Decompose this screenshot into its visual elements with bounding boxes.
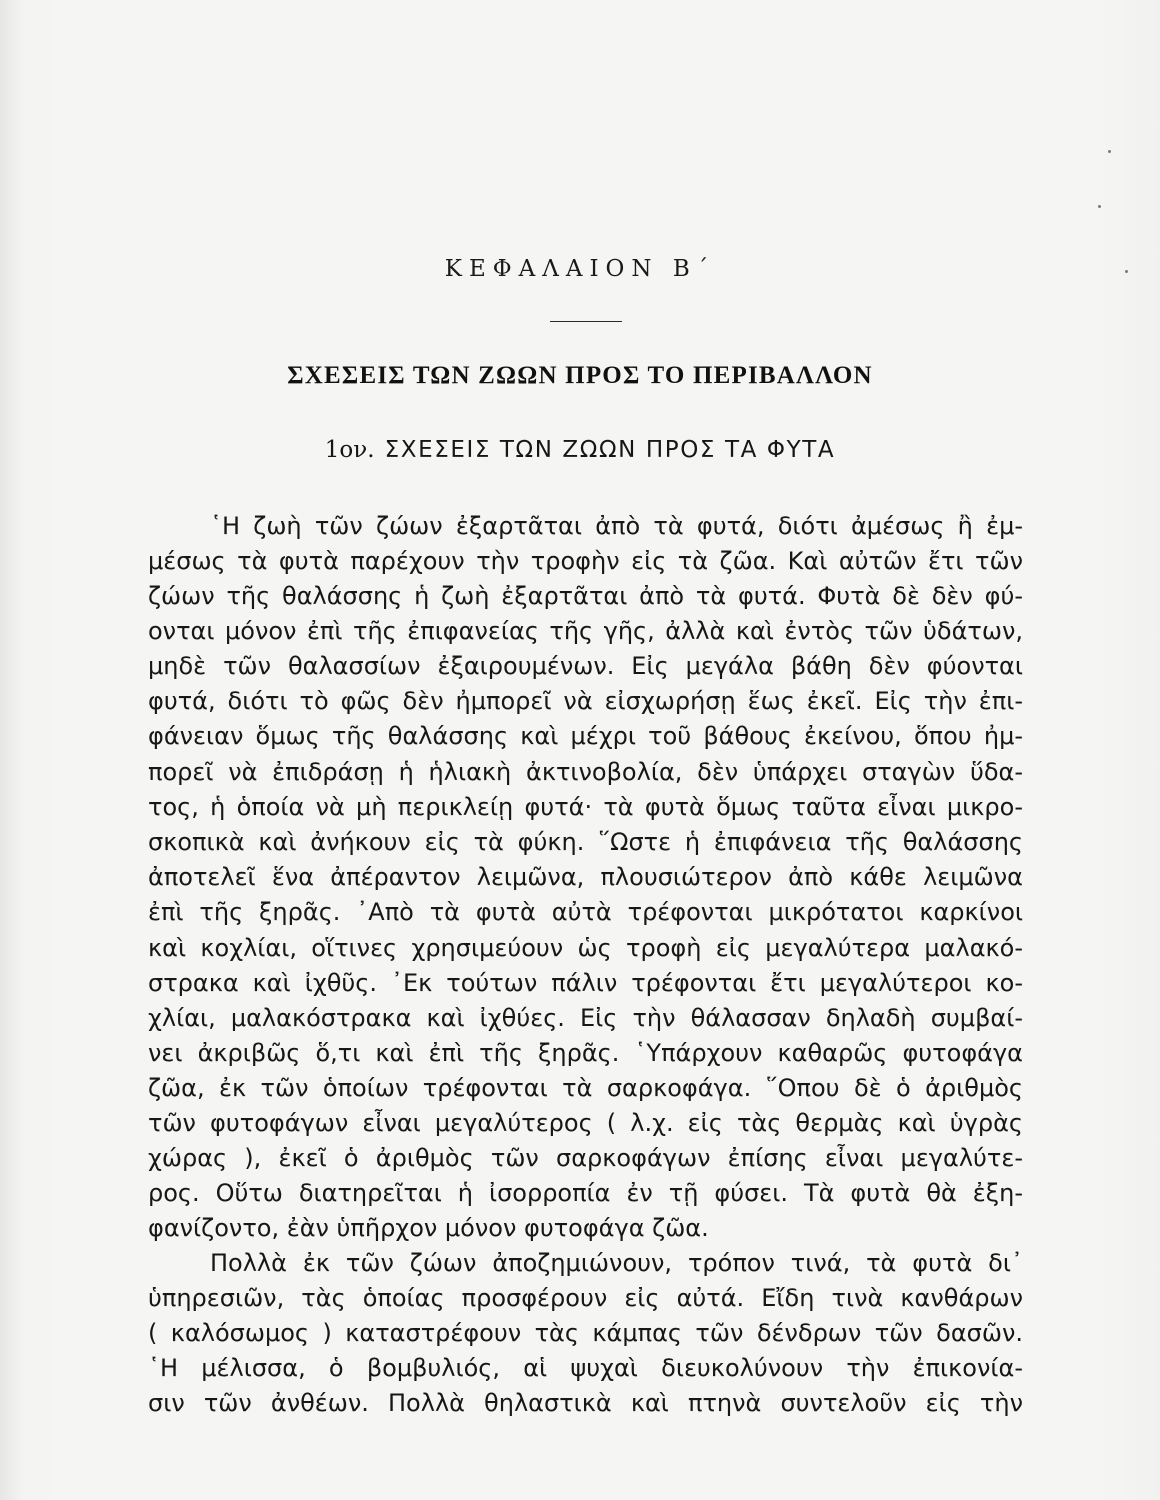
section-heading bbox=[0, 437, 1160, 463]
text-line: στρακα καὶ ἰχθῦς. ᾿Εκ τούτων πάλιν τρέφονται ἔτι μεγαλύτεροι κο- bbox=[148, 969, 1023, 997]
text-line: καὶ κοχλίαι, οἵτινες χρησιμεύουν ὡς τροφὴ εἰς μεγαλύτερα μαλακό- bbox=[148, 934, 1023, 962]
scan-speck bbox=[1098, 205, 1101, 208]
text-line: ζῶα, ἐκ τῶν ὁποίων τρέφονται τὰ σαρκοφάγα. ῞Οπου δὲ ὁ ἀριθμὸς bbox=[148, 1074, 1023, 1102]
text-line: ρος. Οὕτω διατηρεῖται ἡ ἰσορροπία ἐν τῇ φύσει. Τὰ φυτὰ θὰ ἐξη- bbox=[148, 1179, 1023, 1207]
section-heading-text: ΣΧΕΣΕΙΣ ΤΩΝ ΖΩΩΝ ΠΡΟΣ ΤΑ ΦΥΤΑ bbox=[384, 437, 836, 463]
text-line: χώρας ), ἐκεῖ ὁ ἀριθμὸς τῶν σαρκοφάγων ἐπίσης εἶναι μεγαλύτε- bbox=[148, 1144, 1023, 1172]
title-divider bbox=[550, 321, 622, 322]
scan-speck bbox=[1108, 150, 1111, 153]
text-line: ( καλόσωμος ) καταστρέφουν τὰς κάμπας τῶν δένδρων τῶν δασῶν. bbox=[148, 1319, 1023, 1347]
text-line: ζώων τῆς θαλάσσης ἡ ζωὴ ἐξαρτᾶται ἀπὸ τὰ φυτά. Φυτὰ δὲ δὲν φύ- bbox=[148, 582, 1023, 610]
text-line: φανίζοντο, ἐὰν ὑπῆρχον μόνον φυτοφάγα ζῶα. bbox=[148, 1214, 709, 1242]
text-line: τῶν φυτοφάγων εἶναι μεγαλύτερος ( λ.χ. εἰς τὰς θερμὰς καὶ ὑγρὰς bbox=[148, 1109, 1023, 1137]
text-line: ονται μόνον ἐπὶ τῆς ἐπιφανείας τῆς γῆς, ἀλλὰ καὶ ἐντὸς τῶν ὑδάτων, bbox=[148, 617, 1023, 645]
chapter-label: ΚΕΦΑΛΑΙΟΝ Β΄ bbox=[444, 256, 716, 282]
text-line: χλίαι, μαλακόστρακα καὶ ἰχθύες. Εἰς τὴν θάλασσαν δηλαδὴ συμβαί- bbox=[148, 1004, 1023, 1032]
section-number: 1ον. bbox=[324, 437, 375, 463]
chapter-title: ΣΧΕΣΕΙΣ ΤΩΝ ΖΩΩΝ ΠΡΟΣ ΤΟ ΠΕΡΙΒΑΛΛΟΝ bbox=[287, 362, 873, 389]
text-line: ὑπηρεσιῶν, τὰς ὁποίας προσφέρουν εἰς αὐτά. Εἴδη τινὰ κανθάρων bbox=[148, 1284, 1023, 1312]
text-line: ἀποτελεῖ ἕνα ἀπέραντον λειμῶνα, πλουσιώτερον ἀπὸ κάθε λειμῶνα bbox=[148, 863, 1023, 891]
text-line: σιν τῶν ἀνθέων. Πολλὰ θηλαστικὰ καὶ πτηνὰ συντελοῦν εἰς τὴν bbox=[148, 1389, 1023, 1417]
text-line: πορεῖ νὰ ἐπιδράσῃ ἡ ἡλιακὴ ἀκτινοβολία, δὲν ὑπάρχει σταγὼν ὕδα- bbox=[148, 758, 1023, 786]
text-line: Πολλὰ ἐκ τῶν ζώων ἀποζημιώνουν, τρόπον τινά, τὰ φυτὰ δι᾿ bbox=[210, 1249, 1023, 1277]
text-line: ῾Η μέλισσα, ὁ βομβυλιός, αἱ ψυχαὶ διευκολύνουν τὴν ἐπικονία- bbox=[148, 1354, 1023, 1382]
text-line: τος, ἡ ὁποία νὰ μὴ περικλείῃ φυτά· τὰ φυτὰ ὅμως ταῦτα εἶναι μικρο- bbox=[148, 793, 1023, 821]
text-line: φυτά, διότι τὸ φῶς δὲν ἠμπορεῖ νὰ εἰσχωρήσῃ ἕως ἐκεῖ. Εἰς τὴν ἐπι- bbox=[148, 687, 1023, 715]
text-line: νει ἀκριβῶς ὅ,τι καὶ ἐπὶ τῆς ξηρᾶς. ῾Υπάρχουν καθαρῶς φυτοφάγα bbox=[148, 1039, 1023, 1067]
text-line: μηδὲ τῶν θαλασσίων ἐξαιρουμένων. Εἰς μεγάλα βάθη δὲν φύονται bbox=[148, 652, 1023, 680]
text-line: φάνειαν ὅμως τῆς θαλάσσης καὶ μέχρι τοῦ βάθους ἐκείνου, ὅπου ἠμ- bbox=[148, 722, 1023, 750]
scan-speck bbox=[1125, 270, 1128, 273]
text-line: σκοπικὰ καὶ ἀνήκουν εἰς τὰ φύκη. ῞Ωστε ἡ ἐπιφάνεια τῆς θαλάσσης bbox=[148, 828, 1023, 856]
text-line: μέσως τὰ φυτὰ παρέχουν τὴν τροφὴν εἰς τὰ ζῶα. Καὶ αὐτῶν ἔτι τῶν bbox=[148, 547, 1023, 575]
text-line: ῾Η ζωὴ τῶν ζώων ἐξαρτᾶται ἀπὸ τὰ φυτά, διότι ἀμέσως ἢ ἐμ- bbox=[210, 512, 1023, 540]
text-line: ἐπὶ τῆς ξηρᾶς. ᾿Απὸ τὰ φυτὰ αὐτὰ τρέφονται μικρότατοι καρκίνοι bbox=[148, 898, 1023, 926]
